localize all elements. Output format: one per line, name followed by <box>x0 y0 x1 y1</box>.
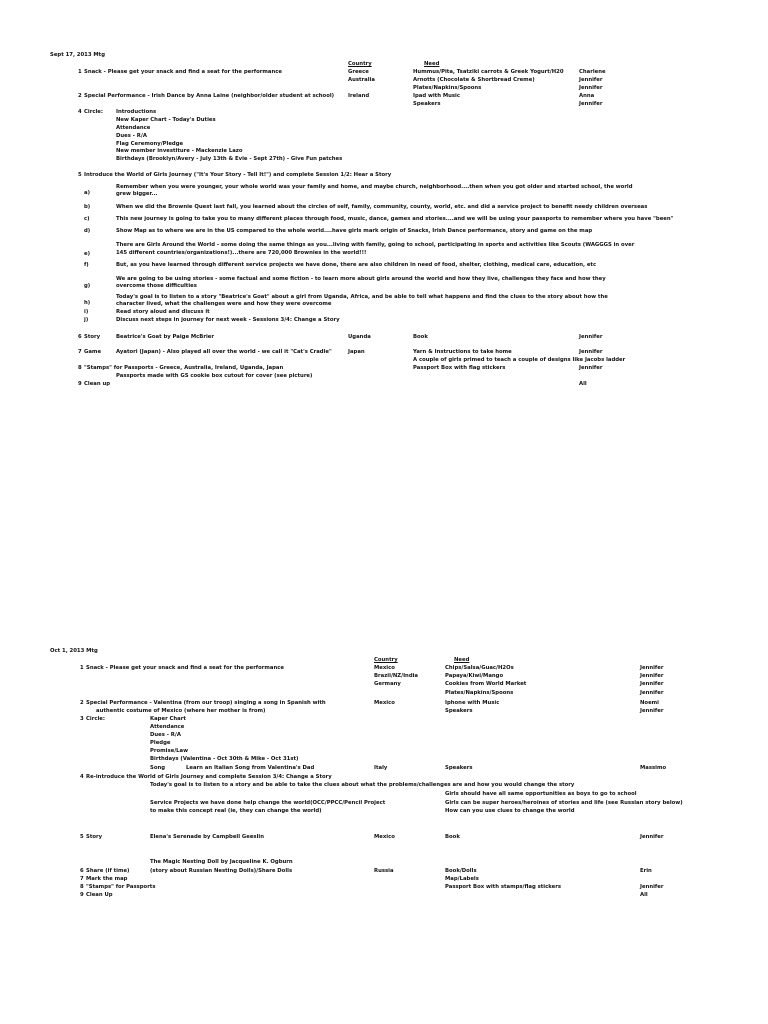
sub-item-text: Discuss next steps in journey for next week - Sessions 3/4: Change a Story <box>116 317 340 323</box>
country-cell: Mexico <box>374 665 395 671</box>
assignee-cell: Jennifer <box>640 690 664 696</box>
sub-item-text: grew bigger... <box>116 191 158 197</box>
item-text: "Stamps" for Passports - Greece, Australia, Ireland, Uganda, Japan <box>84 365 284 371</box>
sub-item-text: We are going to be using stories - some factual and some fiction - to learn more about girls around the world and how they live, challenges they face and how they <box>116 276 606 282</box>
need-cell: Arnotts (Chocolate & Shortbread Creme) <box>413 77 535 83</box>
item-label: Story <box>86 834 103 840</box>
assignee-cell: Charlene <box>579 69 606 75</box>
item-number: 9 <box>80 892 84 898</box>
item-number: 5 <box>80 834 84 840</box>
item-text: The Magic Nesting Doll by Jacqueline K. Ogburn <box>150 859 293 865</box>
sub-letter: c) <box>84 216 90 222</box>
item-number: 1 <box>78 69 82 75</box>
item-text: Introduce the World of Girls Journey ("It's Your Story - Tell It!") and complete Session 1/2: Hear a Story <box>84 172 392 178</box>
item-number: 1 <box>80 665 84 671</box>
item-text: Learn an Italian Song from Valentina's Dad <box>186 765 315 771</box>
need-cell: Speakers <box>413 101 441 107</box>
country-cell: Russia <box>374 868 394 874</box>
item-number: 6 <box>80 868 84 874</box>
sub-letter: e) <box>84 251 91 257</box>
circle-list-item: Flag Ceremony/Pledge <box>116 141 184 147</box>
sub-item-text: to make this concept real (ie, they can change the world) <box>150 808 322 814</box>
assignee-cell: Jennifer <box>579 101 603 107</box>
sub-item-text: Girls should have all same opportunities as boys to go to school <box>445 791 637 797</box>
item-number: 7 <box>80 876 84 882</box>
item-number: 8 <box>80 884 84 890</box>
need-cell: Chips/Salsa/Guac/H2Os <box>445 665 514 671</box>
sub-item-text: character lived, what the challenges were and how they were overcome <box>116 301 332 307</box>
item-label: Game <box>84 349 102 355</box>
assignee-cell: Jennifer <box>579 365 603 371</box>
item-text: Snack - Please get your snack and find a seat for the performance <box>86 665 284 671</box>
item-number: 4 <box>80 774 84 780</box>
sub-item-text: Remember when you were younger, your whole world was your family and home, and maybe church, neighborhood....then when you got older and started school, the world <box>116 184 633 190</box>
meeting-date: Oct 1, 2013 Mtg <box>50 648 98 654</box>
country-cell: Japan <box>348 349 365 355</box>
item-text: Clean up <box>84 381 111 387</box>
item-label: Story <box>84 334 101 340</box>
item-text: Elena's Serenade by Campbell Geeslin <box>150 834 264 840</box>
sub-item-text: Service Projects we have done help change the world(OCC/PPCC/Pencil Project <box>150 800 386 806</box>
item-text: (story about Russian Nesting Dolls)/Share Dolls <box>150 868 293 874</box>
assignee-cell: Jennifer <box>640 681 664 687</box>
item-label: Share (if time) <box>86 868 130 874</box>
need-cell: A couple of girls primed to teach a couple of designs like Jacobs ladder <box>413 357 626 363</box>
assignee-cell: All <box>640 892 648 898</box>
assignee-cell: Noemi <box>640 700 659 706</box>
item-text: authentic costume of Mexico (where her mother is from) <box>96 708 266 714</box>
item-number: 5 <box>78 172 82 178</box>
need-cell: Speakers <box>445 708 473 714</box>
circle-list-item: Attendance <box>150 724 185 730</box>
item-number: 9 <box>78 381 82 387</box>
assignee-cell: Erin <box>640 868 652 874</box>
need-cell: Cookies from World Market <box>445 681 527 687</box>
sub-item-text: There are Girls Around the World - some doing the same things as you...living with family, going to school, participating in sports and activities like Scouts (WAGGGS in over <box>116 242 635 248</box>
sub-letter: h) <box>84 300 91 306</box>
need-cell: Papaya/Kiwi/Mango <box>445 673 504 679</box>
item-text: Clean Up <box>86 892 113 898</box>
need-cell: Passport Box with stamps/flag stickers <box>445 884 562 890</box>
assignee-cell: Jennifer <box>640 708 664 714</box>
assignee-cell: Jennifer <box>640 673 664 679</box>
assignee-cell: Jennifer <box>640 884 664 890</box>
assignee-cell: Jennifer <box>640 834 664 840</box>
circle-list-item: Birthdays (Valentina - Oct 30th & Mike - Oct 31st) <box>150 756 299 762</box>
need-cell: Map/Labels <box>445 876 479 882</box>
item-label: Circle: <box>86 716 105 722</box>
need-cell: Ipad with Music <box>413 93 460 99</box>
country-cell: Mexico <box>374 834 395 840</box>
column-header-country: Country <box>374 657 398 663</box>
country-cell: Uganda <box>348 334 371 340</box>
need-cell: Hummus/Pita, Tsatziki carrots & Greek Yogurt/H20 <box>413 69 564 75</box>
need-cell: Speakers <box>445 765 473 771</box>
circle-list-item: Kaper Chart <box>150 716 186 722</box>
item-number: 4 <box>78 109 82 115</box>
item-text: Ayatori (Japan) - Also played all over the world - we call it "Cat's Cradle" <box>116 349 332 355</box>
sub-item-text: Today's goal is to listen to a story and be able to take the clues about what the problems/challenges are and how you would change the story <box>150 782 575 788</box>
column-header-need: Need <box>454 657 470 663</box>
assignee-cell: Jennifer <box>579 77 603 83</box>
item-text: Mark the map <box>86 876 128 882</box>
sub-letter: b) <box>84 204 91 210</box>
circle-list-item: Promise/Law <box>150 748 188 754</box>
item-text: Re-introduce the World of Girls Journey and complete Session 3/4: Change a Story <box>86 774 332 780</box>
sub-item-text: Girls can be super heroes/heroines of stories and life (see Russian story below) <box>445 800 683 806</box>
sub-item-text: But, as you have learned through different service projects we have done, there are also children in need of food, shelter, clothing, medical care, education, etc <box>116 262 597 268</box>
sub-letter: i) <box>84 309 89 315</box>
item-number: 8 <box>78 365 82 371</box>
item-number: 2 <box>80 700 84 706</box>
sub-letter: a) <box>84 190 90 196</box>
country-cell: Australia <box>348 77 375 83</box>
sub-item-text: How can you use clues to change the world <box>445 808 575 814</box>
need-cell: Plates/Napkins/Spoons <box>413 85 482 91</box>
item-number: 6 <box>78 334 82 340</box>
item-text: Snack - Please get your snack and find a seat for the performance <box>84 69 282 75</box>
sub-letter: j) <box>84 317 89 323</box>
sub-item-text: This new journey is going to take you to many different places through food, music, dance, games and stories....and we will be using your passports to remember where you have "been" <box>116 216 674 222</box>
sub-item-text: Show Map as to where we are in the US compared to the whole world....have girls mark origin of Snacks, Irish Dance performance, story and game on the map <box>116 228 593 234</box>
circle-list-item: Introductions <box>116 109 157 115</box>
assignee-cell: Massimo <box>640 765 667 771</box>
need-cell: Book <box>413 334 428 340</box>
item-text: Special Performance - Valentina (from our troop) singing a song in Spanish with <box>86 700 326 706</box>
circle-list-item: Pledge <box>150 740 171 746</box>
need-cell: Book <box>445 834 460 840</box>
country-cell: Greece <box>348 69 369 75</box>
country-cell: Italy <box>374 765 388 771</box>
circle-list-item: New member investiture - Mackenzie Lazo <box>116 148 243 154</box>
need-cell: Yarn & Instructions to take home <box>413 349 512 355</box>
column-header-country: Country <box>348 61 372 67</box>
sub-item-text: 145 different countries/organizations!)...there are 720,000 Brownies in the world!!! <box>116 250 367 256</box>
country-cell: Ireland <box>348 93 370 99</box>
meeting-date: Sept 17, 2013 Mtg <box>50 52 105 58</box>
need-cell: Iphone with Music <box>445 700 500 706</box>
assignee-cell: Anna <box>579 93 595 99</box>
item-text: Special Performance - Irish Dance by Anna Laine (neighbor/older student at school) <box>84 93 335 99</box>
assignee-cell: Jennifer <box>579 349 603 355</box>
circle-list-item: Dues - R/A <box>150 732 181 738</box>
circle-list-item: New Kaper Chart - Today's Duties <box>116 117 216 123</box>
sub-letter: g) <box>84 283 91 289</box>
assignee-cell: Jennifer <box>579 85 603 91</box>
item-number: 3 <box>80 716 84 722</box>
sub-item-text: Read story aloud and discuss it <box>116 309 210 315</box>
item-text: Beatrice's Goat by Paige McBrier <box>116 334 214 340</box>
item-label: Circle: <box>84 109 103 115</box>
circle-list-item: Birthdays (Brooklyn/Avery - July 13th & Evie - Sept 27th) - Give Fun patches <box>116 156 343 162</box>
assignee-cell: All <box>579 381 587 387</box>
item-text: "Stamps" for Passports <box>86 884 156 890</box>
sub-letter: d) <box>84 228 91 234</box>
need-cell: Book/Dolls <box>445 868 477 874</box>
sub-item-text: overcome those difficulties <box>116 283 197 289</box>
item-text: Passports made with GS cookie box cutout for cover (see picture) <box>116 373 313 379</box>
circle-list-item: Dues - R/A <box>116 133 147 139</box>
circle-list-item: Attendance <box>116 125 151 131</box>
column-header-need: Need <box>424 61 440 67</box>
item-label: Song <box>150 765 166 771</box>
sub-letter: f) <box>84 262 89 268</box>
item-number: 2 <box>78 93 82 99</box>
country-cell: Brazil/NZ/India <box>374 673 419 679</box>
assignee-cell: Jennifer <box>579 334 603 340</box>
sub-item-text: Today's goal is to listen to a story "Beatrice's Goat" about a girl from Uganda, Africa, and be able to tell what happens and find the clues to the story about how the <box>116 294 608 300</box>
need-cell: Passport Box with flag stickers <box>413 365 506 371</box>
sub-item-text: When we did the Brownie Quest last fall, you learned about the circles of self, family, community, county, world, etc. and did a service project to benefit needy children overseas <box>116 204 648 210</box>
assignee-cell: Jennifer <box>640 665 664 671</box>
country-cell: Germany <box>374 681 401 687</box>
country-cell: Mexico <box>374 700 395 706</box>
need-cell: Plates/Napkins/Spoons <box>445 690 514 696</box>
item-number: 7 <box>78 349 82 355</box>
